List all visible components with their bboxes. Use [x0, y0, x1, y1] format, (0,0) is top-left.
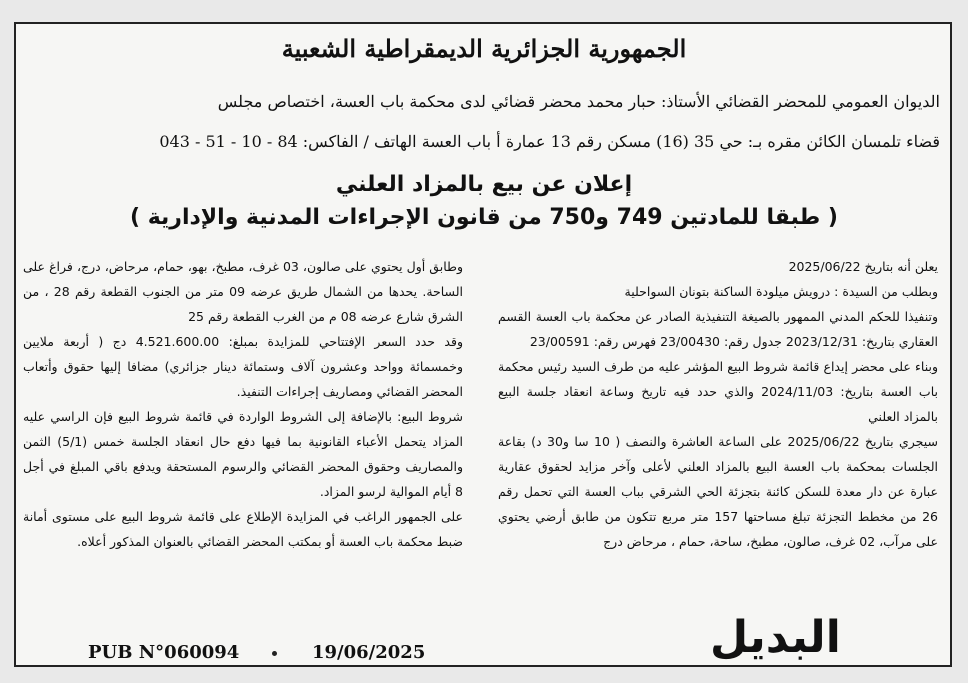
- left-text-column: [23, 254, 463, 554]
- republic-title: الجمهورية الجزائرية الديمقراطية الشعبية: [281, 34, 687, 63]
- paragraph-judgment: وتنفيذا للحكم المدني الممهور بالصيغة التنفيذية الصادر عن محكمة باب العسة القسم العقاري بتاريخ: 2023/12/31 جدول رقم: 23/00430 فهرس رقم: 23/00591: [498, 309, 938, 349]
- bailiff-address-line: قضاء تلمسان الكائن مقره بـ: حي 35 (16) مسكن رقم 13 عمارة أ باب العسة الهاتف / الفاكس: 84 - 10 - 51 - 043: [159, 132, 940, 151]
- right-text-column: [498, 254, 938, 554]
- paragraph-conditions-filing: وبناء على محضر إيداع قائمة شروط البيع المؤشر عليه من طرف السيد رئيس محكمة باب العسة بتاريخ: 2024/11/03 والذي حدد فيه تاريخ وساعة انعقاد جلسة البيع بالمزاد العلني: [498, 359, 938, 424]
- publication-number: PUB N°060094: [88, 642, 240, 663]
- bailiff-office-line: الديوان العمومي للمحضر القضائي الأستاذ: حبار محمد محضر قضائي لدى محكمة باب العسة، اختصاص مجلس: [217, 92, 940, 111]
- paragraph-requester: وبطلب من السيدة : درويش ميلودة الساكنة بتونان السواحلية: [624, 284, 938, 299]
- paragraph-opening-price: وقد حدد السعر الإفتتاحي للمزايدة بمبلغ: 4.521.600.00 دج ( أربعة ملايين وخمسمائة وواحد وعشرون آلاف وستمائة دينار جزائري) مضافا إليها حقوق وأتعاب المحضر القضائي ومصاريف إجراءات التنفيذ.: [23, 334, 463, 399]
- paragraph-sale-session: سيجري بتاريخ 2025/06/22 على الساعة العاشرة والنصف ( 10 سا و30 د) بقاعة الجلسات بمحكمة باب العسة البيع بالمزاد العلني لأعلى وآخر مزايد لحقوق عقارية عبارة عن دار معدة للسكن كائنة بتجزئة الحي الشرقي بباب العسة التي تحمل رقم 26 من مخطط التجزئة تبلغ مساحتها 157 متر مربع تتكون من طابق أرضي يحتوي على مرآب، 02 غرف، صالون، مطبخ، ساحة، حمام ، مرحاض درج: [498, 434, 939, 549]
- announcement-subheading: ( طبقا للمادتين 749 و750 من قانون الإجراءات المدنية والإدارية ): [129, 205, 838, 230]
- separator-dot: [272, 651, 277, 656]
- paragraph-property-description: وطابق أول يحتوي على صالون، 03 غرف، مطبخ، بهو، حمام، مرحاض، درج، فراغ على الساحة. يحدها من الشمال طريق عرضه 09 متر من الجنوب القطعة رقم 28 ، من الشرق شارع عرضه 08 م من الغرب القطعة رقم 25: [23, 259, 463, 324]
- announcement-heading: إعلان عن بيع بالمزاد العلني: [335, 172, 633, 197]
- publication-date: 19/06/2025: [312, 642, 426, 663]
- newspaper-name: البديل: [710, 612, 841, 663]
- paragraph-sale-conditions: شروط البيع: بالإضافة إلى الشروط الواردة في قائمة شروط البيع فإن الراسي عليه المزاد يتحمل الأعباء القانونية بما فيها دفع حال انعقاد الجلسة خمس (5/1) الثمن والمصاريف وحقوق المحضر القضائي والرسوم المستحقة ويدفع باقي المبلغ في أجل 8 أيام الموالية لرسو المزاد.: [23, 409, 463, 499]
- paragraph-announce-date: يعلن أنه بتاريخ 2025/06/22: [788, 259, 938, 274]
- paragraph-public-notice: على الجمهور الراغب في المزايدة الإطلاع على قائمة شروط البيع على مستوى أمانة ضبط محكمة باب العسة أو بمكتب المحضر القضائي بالعنوان المذكور أعلاه.: [23, 509, 463, 549]
